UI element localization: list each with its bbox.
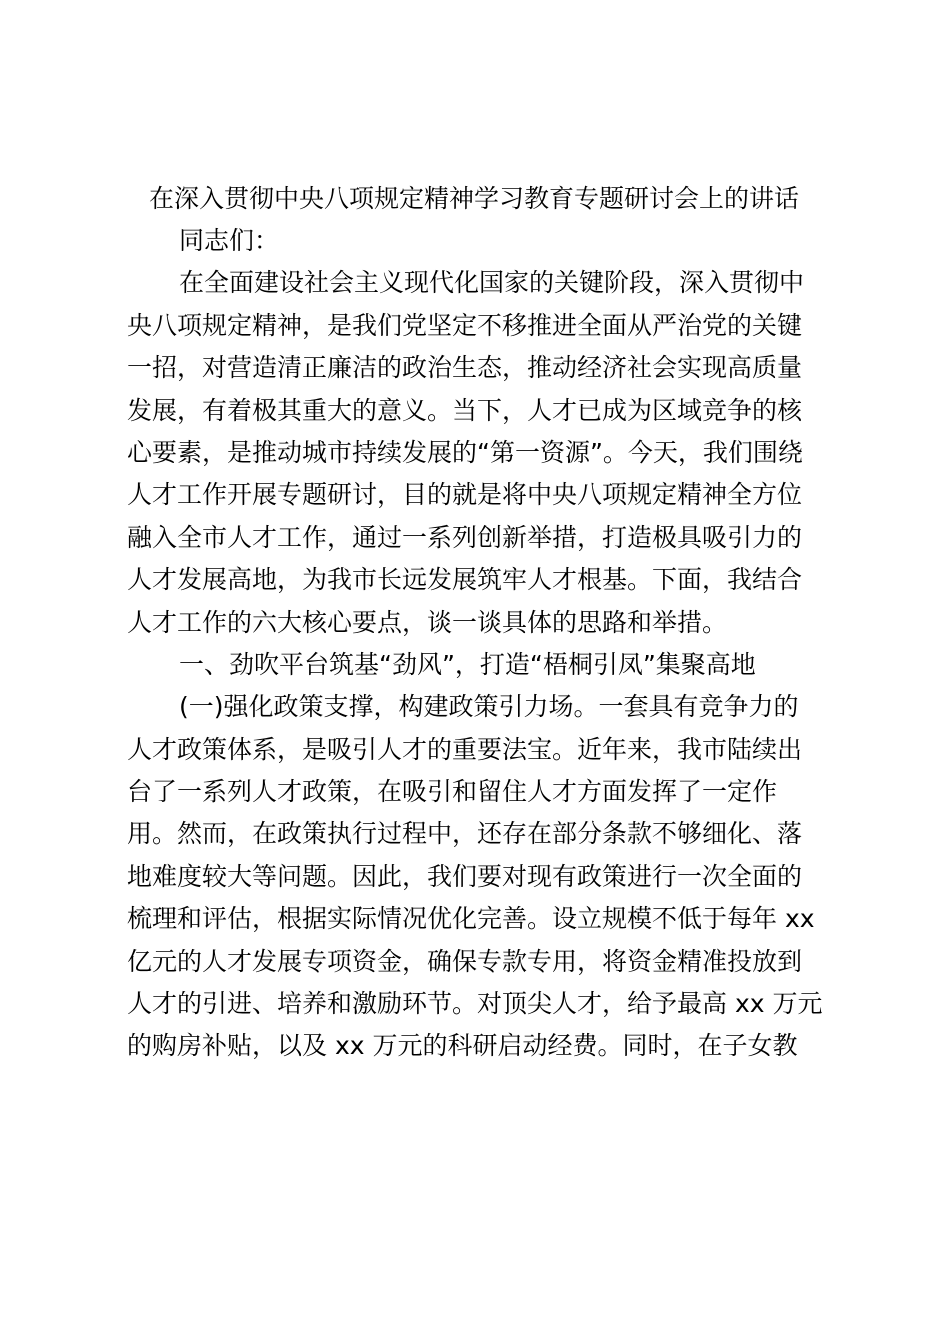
paragraph-line: 心要素，是推动城市持续发展的“第一资源”。今天，我们围绕	[127, 437, 803, 467]
paragraph-line: 亿元的人才发展专项资金，确保专款专用，将资金精准投放到	[127, 946, 803, 976]
paragraph-line: 的购房补贴，以及 xx 万元的科研启动经费。同时，在子女教	[127, 1031, 798, 1061]
paragraph-line: 台了一系列人才政策，在吸引和留住人才方面发挥了一定作	[127, 777, 778, 807]
paragraph-line: 人才政策体系，是吸引人才的重要法宝。近年来，我市陆续出	[127, 734, 803, 764]
paragraph-line: 人才工作的六大核心要点，谈一谈具体的思路和举措。	[127, 607, 728, 637]
document-body	[127, 178, 827, 1068]
paragraph-line: 人才的引进、培养和激励环节。对顶尖人才，给予最高 xx 万元	[127, 989, 823, 1019]
paragraph-line: (一)强化政策支撑，构建政策引力场。一套具有竞争力的	[179, 692, 799, 722]
paragraph-line: 用。然而，在政策执行过程中，还存在部分条款不够细化、落	[127, 819, 803, 849]
paragraph-line: 人才发展高地，为我市长远发展筑牢人才根基。下面，我结合	[127, 565, 803, 595]
paragraph-intro	[127, 262, 827, 644]
section-heading-line: 一、劲吹平台筑基“劲风”，打造“梧桐引凤”集聚高地	[179, 649, 756, 679]
salutation: 同志们：	[179, 226, 280, 255]
paragraph-line: 融入全市人才工作，通过一系列创新举措，打造极具吸引力的	[127, 522, 803, 552]
paragraph-line: 在全面建设社会主义现代化国家的关键阶段，深入贯彻中	[179, 268, 805, 298]
paragraph-line: 地难度较大等问题。因此，我们要对现有政策进行一次全面的	[127, 861, 803, 891]
paragraph-line: 发展，有着极其重大的意义。当下，人才已成为区域竞争的核	[127, 395, 803, 425]
document-title: 在深入贯彻中央八项规定精神学习教育专题研讨会上的讲话	[149, 184, 800, 213]
paragraph-policy	[127, 686, 827, 1068]
paragraph-line: 央八项规定精神，是我们党坚定不移推进全面从严治党的关键	[127, 310, 803, 340]
paragraph-line: 人才工作开展专题研讨，目的就是将中央八项规定精神全方位	[127, 480, 803, 510]
section-heading-1	[127, 644, 827, 686]
paragraph-line: 梳理和评估，根据实际情况优化完善。设立规模不低于每年 xx	[127, 904, 815, 934]
paragraph-line: 一招，对营造清正廉洁的政治生态，推动经济社会实现高质量	[127, 353, 803, 383]
